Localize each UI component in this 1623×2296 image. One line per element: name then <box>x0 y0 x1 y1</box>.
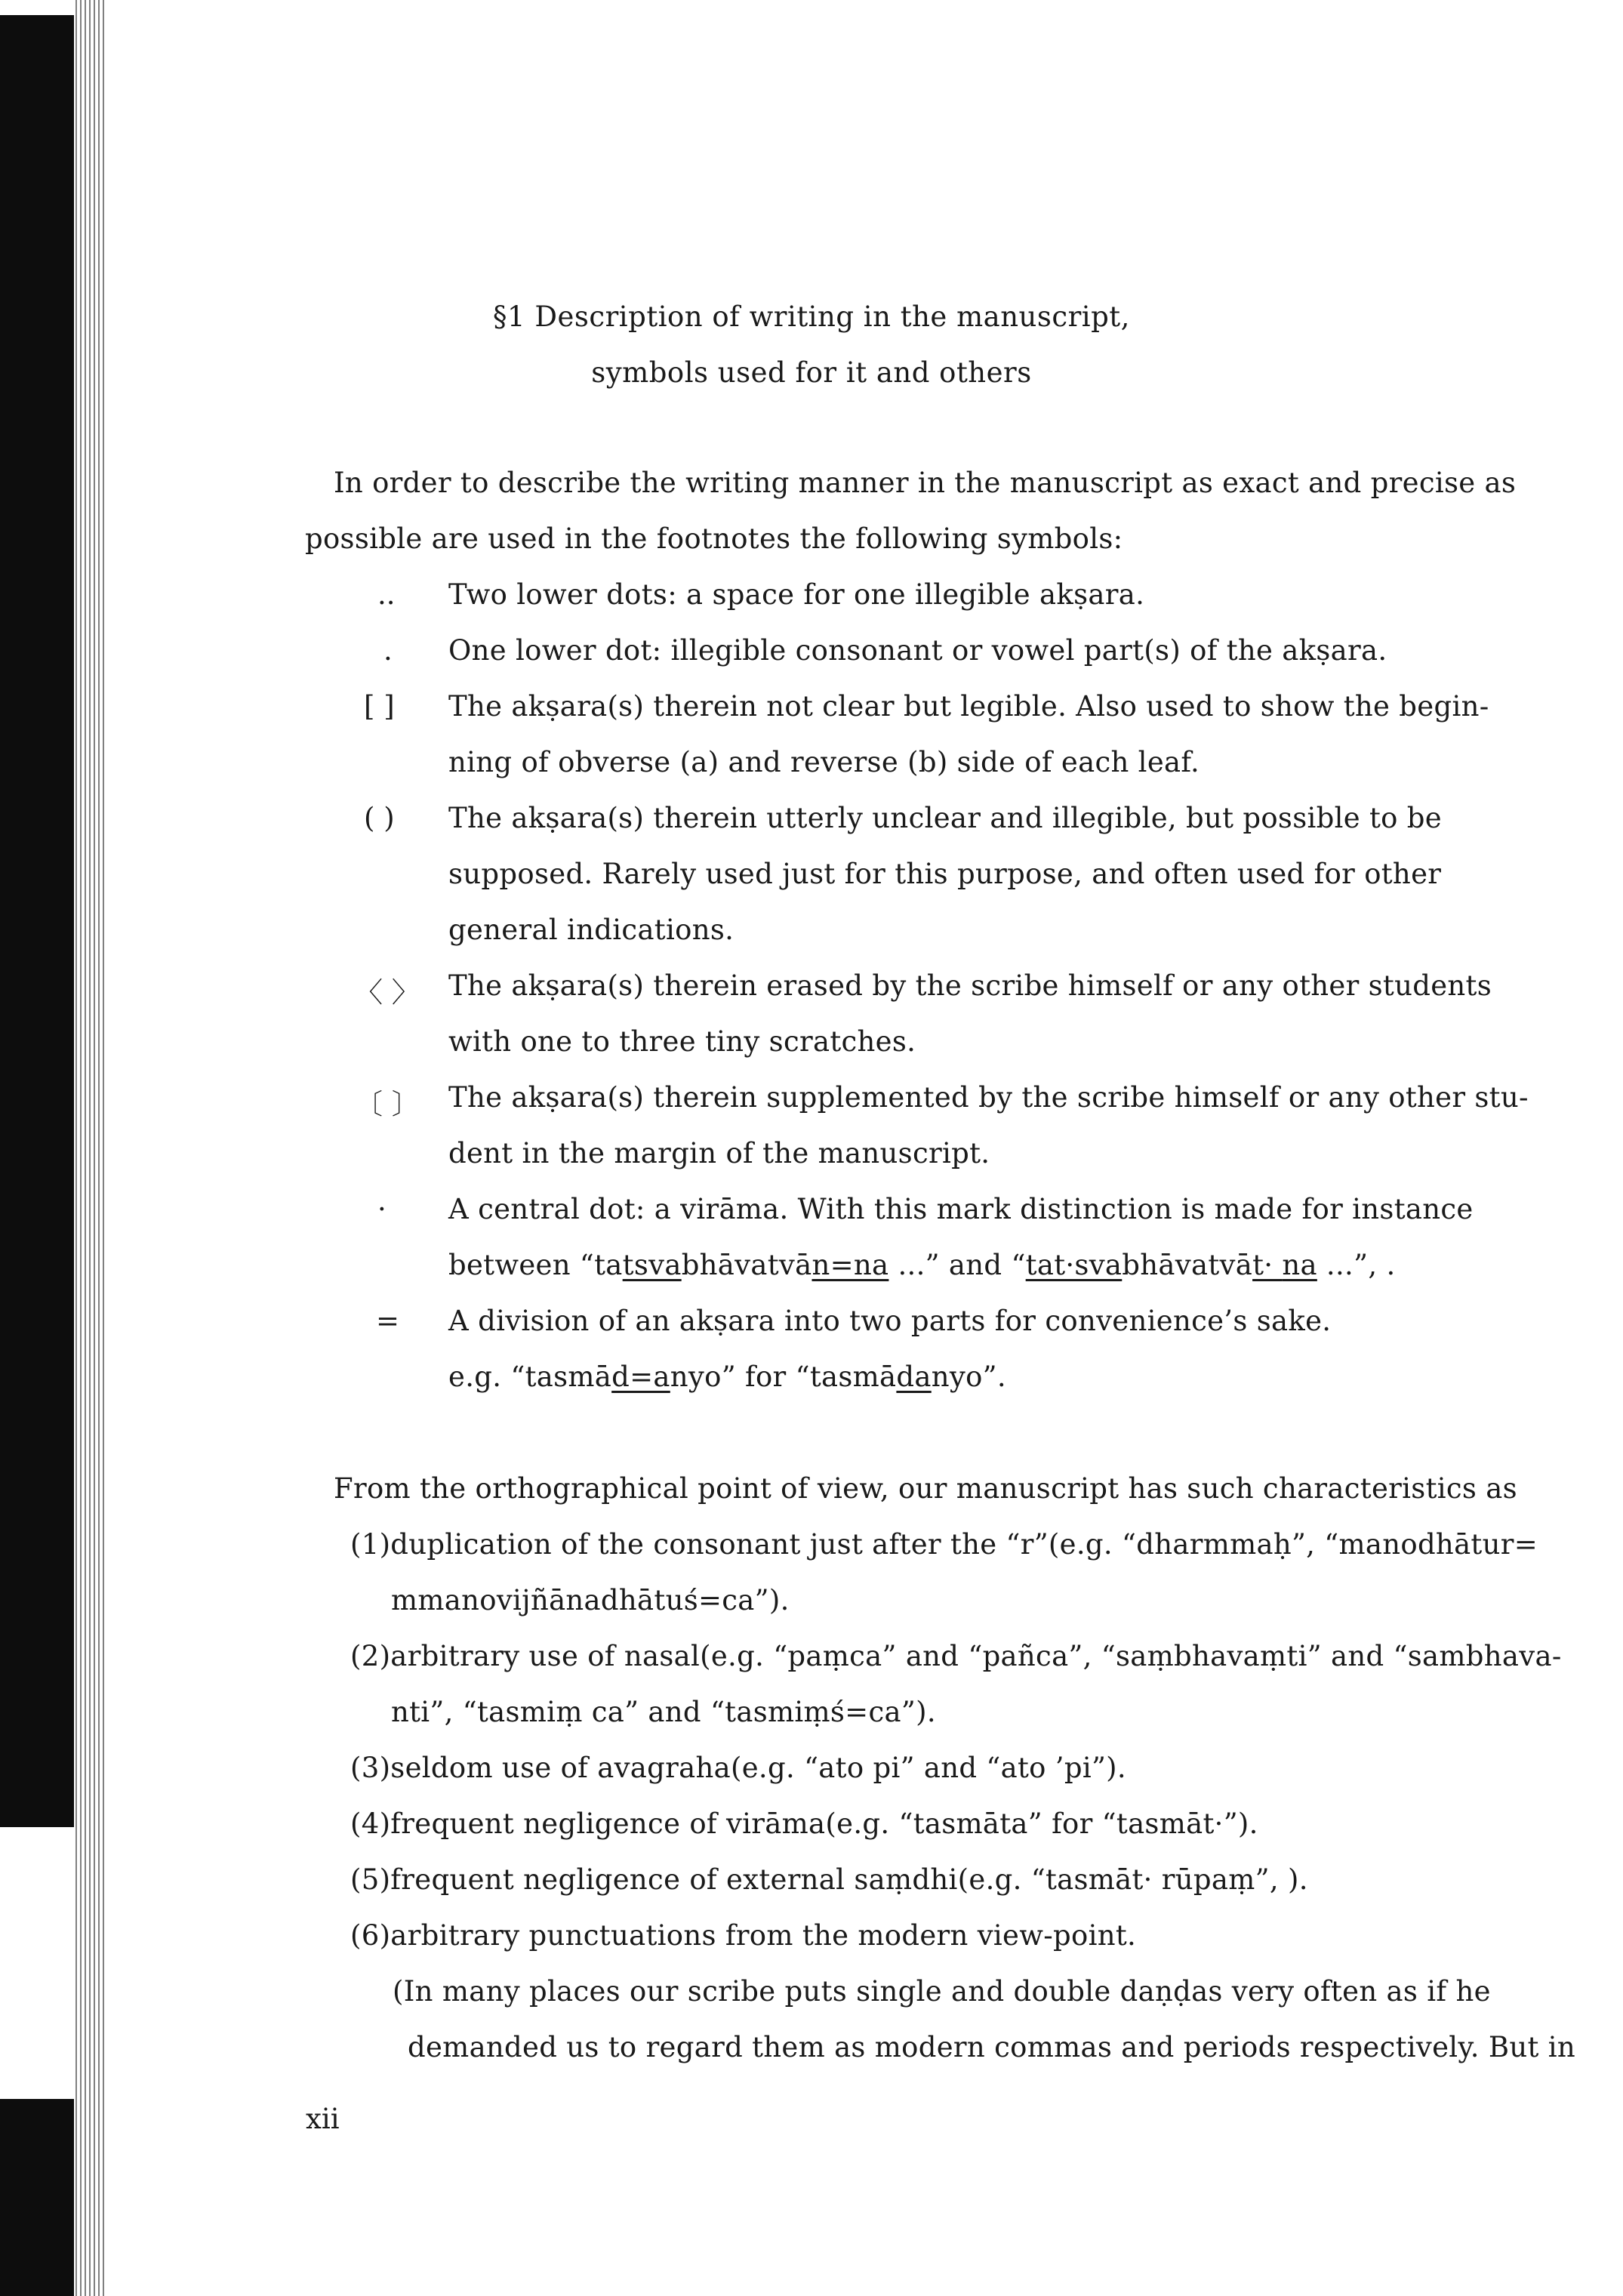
ortho-item: mmanovijñānadhātuś=ca”). <box>391 1584 790 1616</box>
symbol-central-dot: · <box>377 1193 387 1225</box>
ortho-item: nti”, “tasmiṃ ca” and “tasmiṃś=ca”). <box>391 1696 936 1728</box>
intro-line-2: possible are used in the footnotes the following symbols: <box>305 522 1123 555</box>
ortho-item: (4)frequent negligence of virāma(e.g. “tasmāta” for “tasmāt·”). <box>350 1808 1258 1840</box>
symbol-desc: supposed. Rarely used just for this purpose, and often used for other <box>448 858 1442 890</box>
symbol-desc: Two lower dots: a space for one illegible akṣara. <box>448 578 1145 611</box>
ortho-item: (2)arbitrary use of nasal(e.g. “paṃca” and “pañca”, “saṃbhavaṃti” and “sambhava- <box>350 1640 1562 1672</box>
ortho-intro: From the orthographical point of view, our manuscript has such characteristics as <box>334 1472 1517 1505</box>
symbol-square-brackets: [ ] <box>364 690 395 723</box>
intro-line-1: In order to describe the writing manner in the manuscript as exact and precise as <box>334 467 1517 499</box>
ortho-item: (3)seldom use of avagraha(e.g. “ato pi” and “ato ’pi”). <box>350 1752 1126 1784</box>
division-example: e.g. “tasmād=anyo” for “tasmādanyo”. <box>448 1361 1006 1393</box>
symbol-desc: The akṣara(s) therein erased by the scribe himself or any other students <box>448 969 1492 1002</box>
ortho-note: (In many places our scribe puts single and double daṇḍas very often as if he <box>393 1975 1491 2008</box>
binding-edge <box>0 0 91 2296</box>
symbol-angle-brackets: 〈 〉 <box>355 976 420 1009</box>
virama-example: between “tatsvabhāvatvān=na ...” and “tat·svabhāvatvāt· na ...”, . <box>448 1249 1396 1281</box>
symbol-desc: A division of an akṣara into two parts for convenience’s sake. <box>448 1305 1332 1337</box>
symbol-desc: ning of obverse (a) and reverse (b) side of each leaf. <box>448 746 1200 778</box>
symbol-desc: with one to three tiny scratches. <box>448 1025 916 1058</box>
symbol-desc: The akṣara(s) therein not clear but legible. Also used to show the begin- <box>448 690 1489 723</box>
symbol-desc: dent in the margin of the manuscript. <box>448 1137 990 1170</box>
ortho-note: demanded us to regard them as modern commas and periods respectively. But in <box>408 2031 1575 2063</box>
symbol-desc: The akṣara(s) therein supplemented by the scribe himself or any other stu- <box>448 1081 1529 1114</box>
symbol-desc: general indications. <box>448 914 735 946</box>
symbol-equals: = <box>376 1305 400 1337</box>
symbol-desc: A central dot: a virāma. With this mark distinction is made for instance <box>448 1193 1474 1225</box>
symbol-desc: One lower dot: illegible consonant or vowel part(s) of the akṣara. <box>448 634 1387 667</box>
symbol-desc: The akṣara(s) therein utterly unclear and illegible, but possible to be <box>448 802 1442 834</box>
ortho-item: (6)arbitrary punctuations from the modern view-point. <box>350 1919 1137 1952</box>
section-heading-line2: symbols used for it and others <box>591 356 1032 389</box>
section-heading-line1: §1 Description of writing in the manuscript, <box>493 300 1130 333</box>
symbol-one-dot: . <box>383 634 393 667</box>
page-number: xii <box>306 2103 340 2135</box>
symbol-parentheses: ( ) <box>364 802 395 834</box>
symbol-two-dots: .. <box>377 578 396 611</box>
symbol-tortoise-brackets: 〔 〕 <box>355 1088 420 1120</box>
ortho-item: (5)frequent negligence of external saṃdhi(e.g. “tasmāt· rūpaṃ”, ). <box>350 1863 1308 1896</box>
ortho-item: (1)duplication of the consonant just after the “r”(e.g. “dharmmaḥ”, “manodhātur= <box>350 1528 1538 1561</box>
